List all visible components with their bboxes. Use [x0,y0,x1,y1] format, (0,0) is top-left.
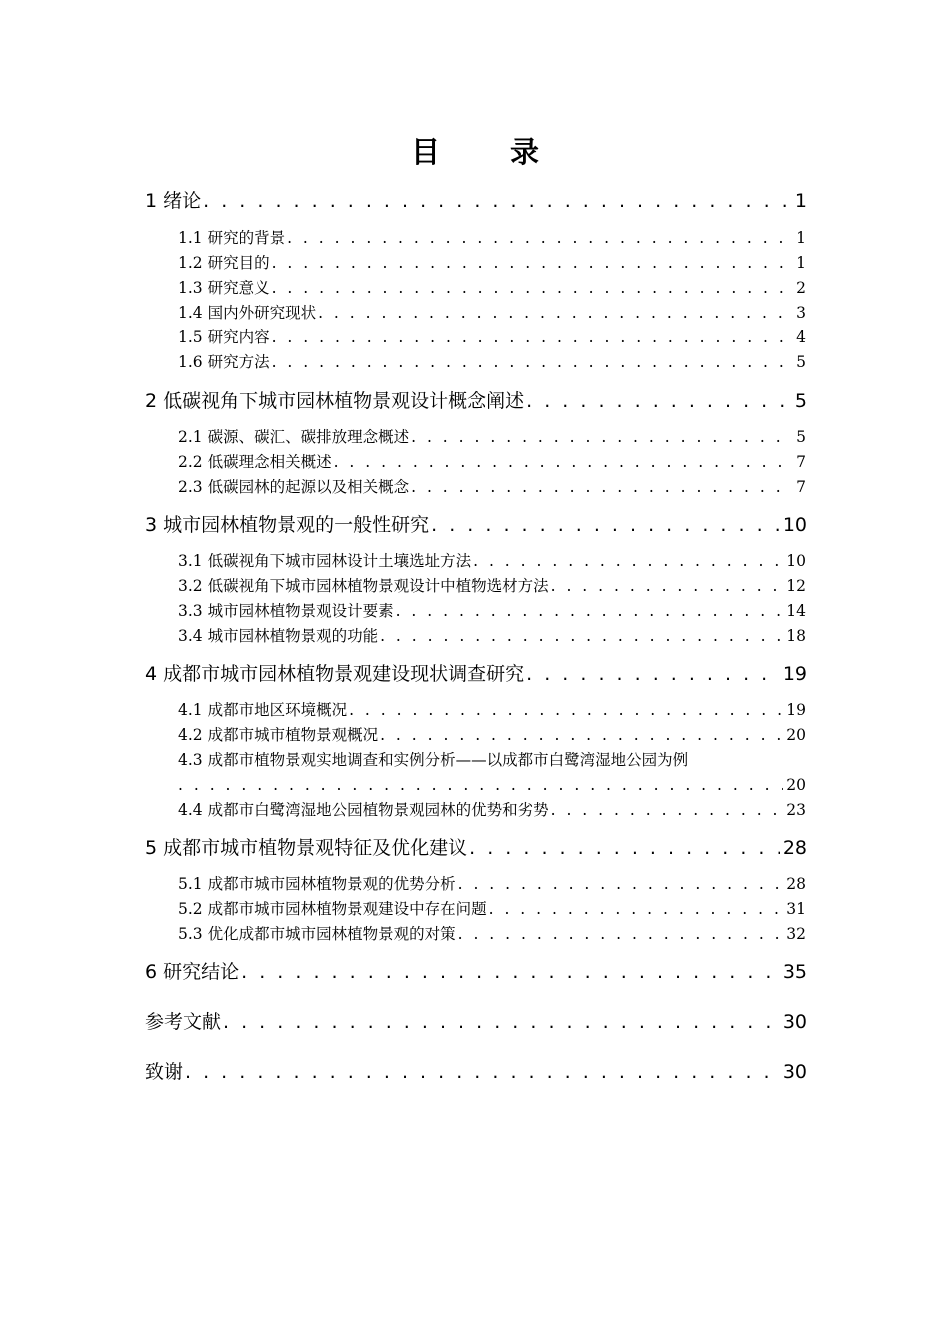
page-number: 5 [794,390,807,412]
page-number: 10 [782,514,807,536]
page-number: 5 [796,428,806,446]
toc-section-4-3-leader[interactable] [178,774,806,796]
toc-section-5-2[interactable]: 5.2 成都市城市园林植物景观建设中存在问题 . . . 31 [178,898,806,920]
page-number: 19 [786,701,806,719]
dot-leader [526,661,780,687]
toc-section-1-5[interactable]: 1.5 研究内容 . . . 4 [178,326,806,348]
dot-leader [334,451,794,473]
toc-section-2-3[interactable]: 2.3 低碳园林的起源以及相关概念 . . . 7 [178,476,806,498]
page-number: 7 [796,453,806,471]
page-number: 30 [782,1011,807,1033]
dot-leader [551,575,784,597]
dot-leader [223,1009,780,1035]
toc-section-1-3[interactable]: 1.3 研究意义 . . . 2 [178,277,806,299]
page-number: 7 [796,478,806,496]
dot-leader [458,923,784,945]
toc-section-1-2[interactable]: 1.2 研究目的 . . . 1 [178,252,806,274]
dot-leader [272,252,794,274]
toc-section-3-3[interactable]: 3.3 城市园林植物景观设计要素 . . . 14 [178,600,806,622]
toc-section-4-3-label[interactable]: 4.3 成都市植物景观实地调查和实例分析——以成都市白鹭湾湿地公园为例 [178,751,689,769]
toc-section-4-4[interactable]: 4.4 成都市白鹭湾湿地公园植物景观园林的优势和劣势 . . . 23 [178,799,806,821]
dot-leader [473,550,783,572]
page-number: 20 [786,726,806,744]
toc-chapter-3[interactable]: 3 城市园林植物景观的一般性研究 . . . 10 [145,512,807,538]
toc-section-5-3[interactable]: 5.3 优化成都市城市园林植物景观的对策 . . . 32 [178,923,806,945]
toc-chapter-1[interactable]: 1 绪论 . . . 1 [145,188,807,214]
dot-leader [380,724,783,746]
page-number: 1 [796,229,806,247]
dot-leader [526,388,792,414]
dot-leader [396,600,784,622]
dot-leader [489,898,784,920]
dot-leader [272,277,794,299]
page-number: 14 [786,602,806,620]
toc-chapter-4[interactable]: 4 成都市城市园林植物景观建设现状调查研究 . . . 19 [145,661,807,687]
dot-leader [272,351,794,373]
toc-chapter-2[interactable]: 2 低碳视角下城市园林植物景观设计概念阐述 . . . 5 [145,388,807,414]
page-number: 31 [786,900,806,918]
toc-section-1-4[interactable]: 1.4 国内外研究现状 . . . 3 [178,302,806,324]
page-number: 30 [782,1061,807,1083]
toc-title: 目 录 [410,135,570,169]
dot-leader [380,625,783,647]
dot-leader [185,1059,780,1085]
page-number: 28 [782,837,807,859]
page-number: 10 [786,552,806,570]
toc-section-3-4[interactable]: 3.4 城市园林植物景观的功能 . . . 18 [178,625,806,647]
dot-leader [349,699,783,721]
page-number: 23 [786,801,806,819]
dot-leader [551,799,784,821]
dot-leader [272,326,794,348]
toc-section-4-1[interactable]: 4.1 成都市地区环境概况 . . . 19 [178,699,806,721]
toc-section-3-1[interactable]: 3.1 低碳视角下城市园林设计土壤选址方法 . . . 10 [178,550,806,572]
page-number: 2 [796,279,806,297]
toc-references[interactable]: 参考文献 . . . 30 [145,1009,807,1035]
toc-chapter-6[interactable]: 6 研究结论 . . . 35 [145,959,807,985]
dot-leader [431,512,780,538]
toc-chapter-5[interactable]: 5 成都市城市植物景观特征及优化建议 . . . 28 [145,835,807,861]
dot-leader [458,873,784,895]
page-number: 5 [796,353,806,371]
dot-leader [203,188,792,214]
toc-section-1-1[interactable]: 1.1 研究的背景 . . . 1 [178,227,806,249]
dot-leader [411,426,793,448]
toc-section-5-1[interactable]: 5.1 成都市城市园林植物景观的优势分析 . . . 28 [178,873,806,895]
page-number: 3 [796,304,806,322]
page-number: 35 [782,961,807,983]
dot-leader [469,835,780,861]
toc-section-2-1[interactable]: 2.1 碳源、碳汇、碳排放理念概述 . . . 5 [178,426,806,448]
page-number: 1 [796,254,806,272]
page-number: 4 [796,328,806,346]
toc-section-2-2[interactable]: 2.2 低碳理念相关概述 . . . 7 [178,451,806,473]
page-number: 20 [786,776,806,794]
dot-leader [241,959,780,985]
page-number: 32 [786,925,806,943]
toc-acknowledgements[interactable]: 致谢 . . . 30 [145,1059,807,1085]
dot-leader [287,227,793,249]
page-number: 28 [786,875,806,893]
dot-leader [178,774,783,796]
page-number: 1 [794,190,807,212]
dot-leader [318,302,793,324]
page-number: 19 [782,663,807,685]
page-number: 12 [786,577,806,595]
toc-section-1-6[interactable]: 1.6 研究方法 . . . 5 [178,351,806,373]
page-number: 18 [786,627,806,645]
dot-leader [411,476,793,498]
toc-section-4-2[interactable]: 4.2 成都市城市植物景观概况 . . . 20 [178,724,806,746]
toc-section-3-2[interactable]: 3.2 低碳视角下城市园林植物景观设计中植物选材方法 . . . 12 [178,575,806,597]
